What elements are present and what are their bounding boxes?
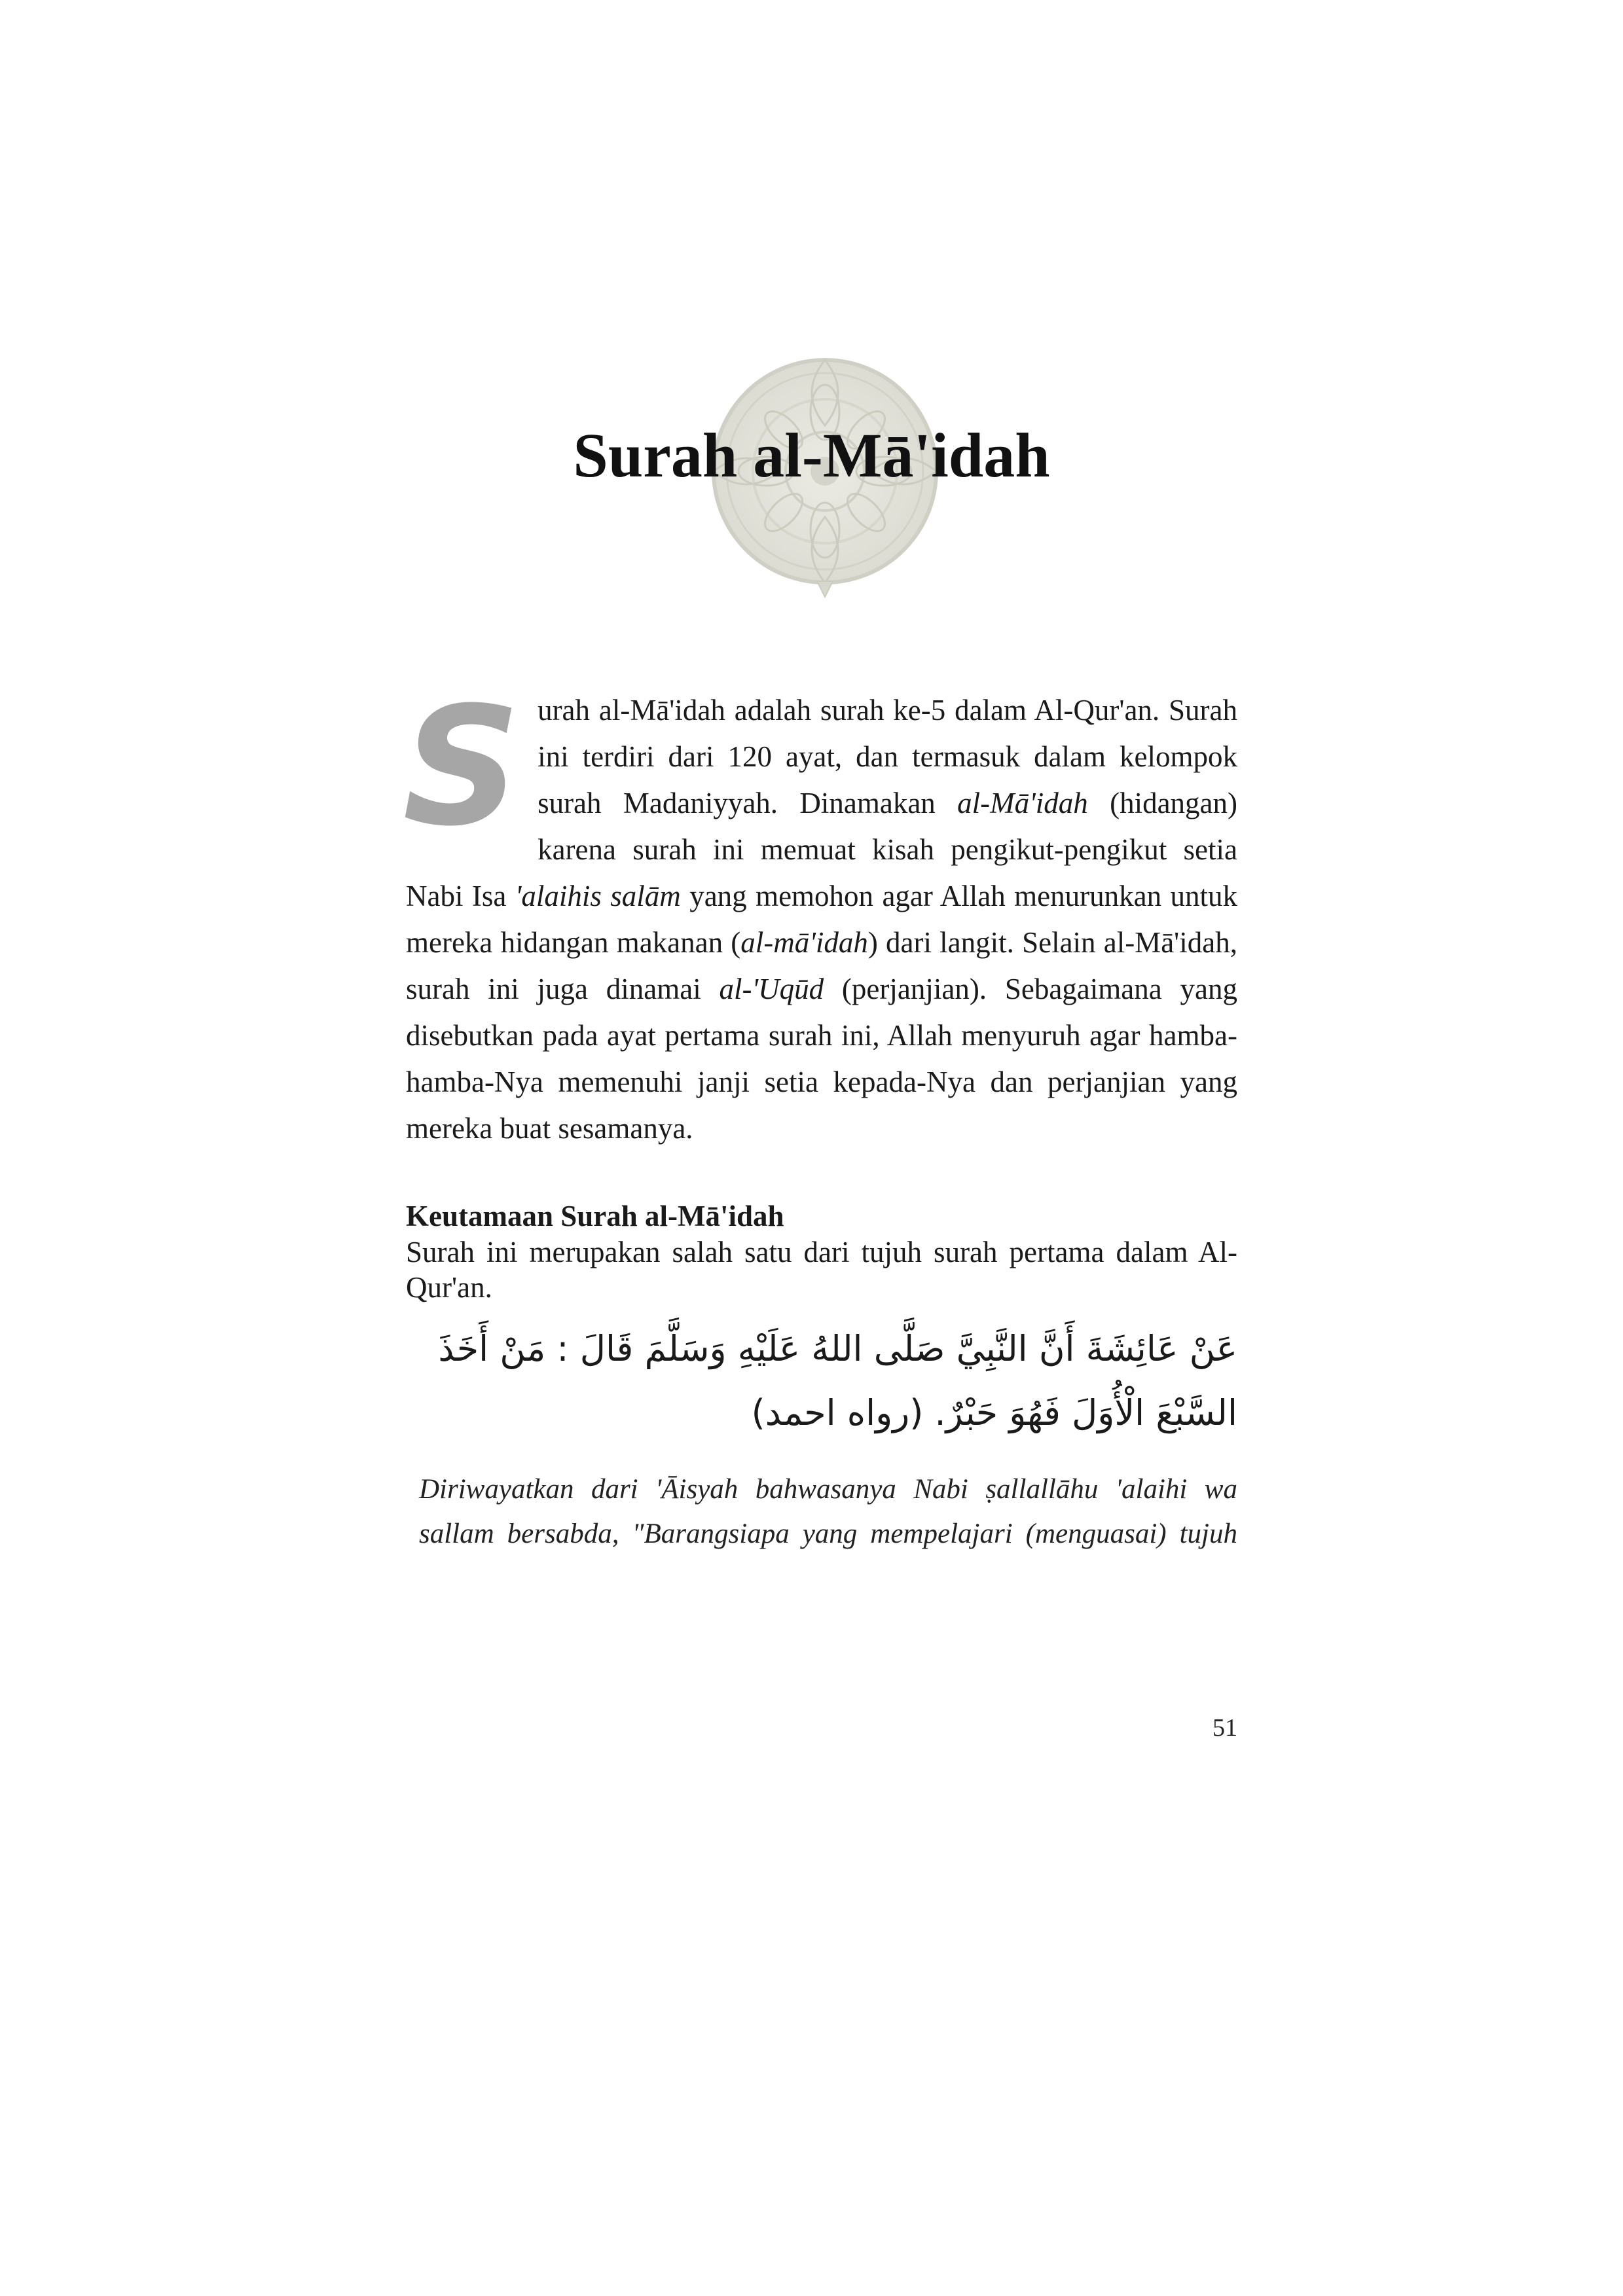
page-number: 51 — [1213, 1714, 1237, 1742]
section-heading: Keutamaan Surah al-Mā'idah — [406, 1200, 784, 1232]
intro-text-5: (perjanjian). Sebagaimana yang disebutkan pada ayat pertama surah ini, Allah menyuruh agar hamba-hamba-Nya memenuhi janji setia kepada-Nya dan perjanjian yang mereka buat sesamanya. — [406, 973, 1237, 1145]
hadith-arabic: عَنْ عَائِشَةَ أَنَّ النَّبِيَّ صَلَّى اللهُ عَلَيْهِ وَسَلَّمَ قَالَ : مَنْ أَخَذَ السَّبْعَ الْأُوَلَ فَهُوَ حَبْرٌ. (رواه احمد) — [438, 1328, 1237, 1433]
term-al-uqud: al-'Uqūd — [719, 973, 824, 1005]
intro-text-1: urah al-Mā'idah adalah surah ke-5 dalam Al-Qur'an. Surah ini terdiri dari 120 ayat, dan termasuk dalam kelompok surah Madaniyyah. Dinamakan — [538, 694, 1237, 819]
section-text: Surah ini merupakan salah satu dari tujuh surah pertama dalam Al-Qur'an. — [406, 1236, 1237, 1304]
intro-text-3: yang memohon agar Allah menurunkan untuk mereka hidangan makanan ( — [406, 880, 1238, 959]
intro-text-2: (hidangan) karena surah ini memuat kisah pengikut-pengikut setia Nabi Isa — [406, 787, 1238, 912]
term-al-maidah-lower: al-mā'idah — [740, 926, 868, 959]
term-al-maidah: al-Mā'idah — [957, 787, 1088, 819]
hadith-translation: Diriwayatkan dari 'Āisyah bahwasanya Nabi ṣallallāhu 'alaihi wa sallam bersabda, "Barangsiapa yang mempelajari (menguasai) tujuh — [419, 1474, 1237, 1549]
term-alaihis-salam: 'alaihis salām — [515, 880, 681, 912]
intro-text-4: ) dari langit. Selain al-Mā'idah, surah ini juga dinamai — [406, 926, 1237, 1005]
main-content — [403, 672, 1238, 1556]
page-title: Surah al-Mā'idah — [573, 420, 1050, 490]
drop-cap: S — [403, 672, 521, 862]
intro-paragraph — [406, 687, 1237, 1152]
